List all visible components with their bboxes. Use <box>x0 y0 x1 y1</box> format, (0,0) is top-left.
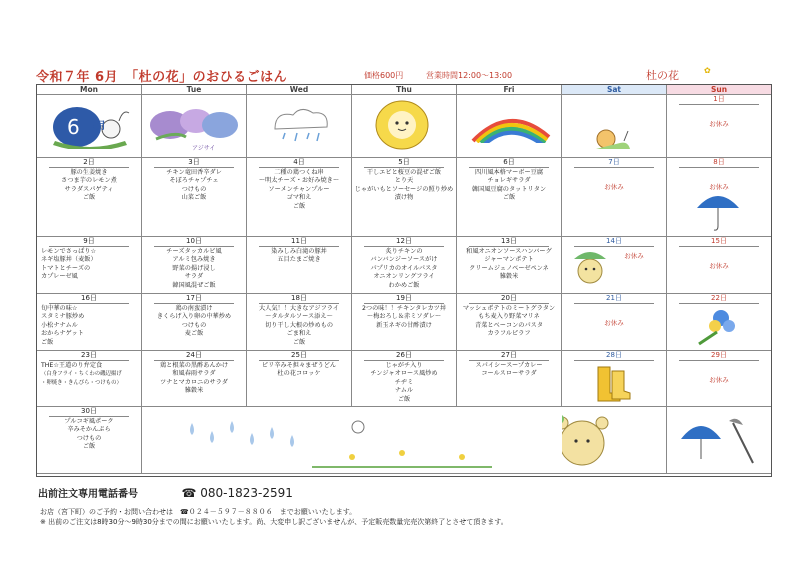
date-label: 26日 <box>364 351 444 361</box>
menu-item: きくらげ入り卵の中華炒め <box>156 313 232 321</box>
day-cell-fri-27 <box>457 351 562 407</box>
svg-text:6: 6 <box>67 115 80 139</box>
menu-items <box>37 417 141 452</box>
phone-number-line <box>181 486 292 500</box>
day-header-wed: Wed <box>247 85 352 95</box>
menu-items <box>247 361 351 379</box>
menu-items <box>352 168 456 203</box>
menu-item: 染みしみ白滝の豚丼 <box>271 248 327 255</box>
menu-items <box>37 361 141 387</box>
day-cell-fri-20 <box>457 294 562 351</box>
menu-item: 和風春雨サラダ <box>172 370 216 378</box>
price-label: 価格600円 <box>364 71 404 80</box>
umbrellas-icon <box>677 413 763 467</box>
day-cell-wed-11 <box>247 237 352 294</box>
menu-item: 旬中華の味☆ <box>41 305 78 312</box>
date-label: 11日 <box>259 237 339 247</box>
menu-item: チーズタッカルビ風 <box>166 248 222 255</box>
menu-item: ソーメンチャンプルー <box>268 185 330 193</box>
menu-item: さつま芋のレモン煮 <box>61 177 117 185</box>
bear-raincoat-icon <box>372 97 432 155</box>
day-cell-wed-18 <box>247 294 352 351</box>
closed-label: お休み <box>604 183 624 191</box>
menu-item: プルコギ風ポーク <box>64 418 114 425</box>
menu-item: ピリ辛みそ担々まぜうどん <box>261 362 337 369</box>
closed-label: お休み <box>624 252 644 260</box>
menu-item: 韓国風豆腐のタットリタン <box>471 185 547 193</box>
day-cell-thu-19 <box>352 294 457 351</box>
menu-calendar <box>36 84 772 477</box>
menu-item: わかめご飯 <box>388 281 420 289</box>
date-label: 5日 <box>364 158 444 168</box>
date-label: 10日 <box>154 237 234 247</box>
day-cell-thu-5 <box>352 158 457 237</box>
menu-item: サラダスパゲティ <box>64 185 114 193</box>
menu-items <box>457 304 561 339</box>
menu-item: 辛みそかんぷら <box>67 426 111 434</box>
menu-item: おからナゲット <box>41 330 84 338</box>
menu-item: 鶏の南蛮漬け <box>175 305 213 312</box>
closed-label: お休み <box>709 120 729 128</box>
menu-item: ご飯 <box>41 338 54 346</box>
menu-items <box>247 168 351 211</box>
menu-items <box>142 304 246 339</box>
hydrangea-label: アジサイ <box>192 145 216 152</box>
art-cell-thu <box>352 95 457 158</box>
art-cell-tue <box>142 95 247 158</box>
phone-number: 080-1823-2591 <box>200 486 293 500</box>
menu-item: カプレーゼ風 <box>41 273 78 281</box>
menu-items <box>142 247 246 290</box>
menu-item: 豚の生姜焼き <box>70 169 108 176</box>
june-label: 6月 <box>89 121 106 132</box>
menu-item: トマトとチーズの <box>41 264 91 272</box>
menu-item: ジャーマンポテト <box>484 256 534 264</box>
art-cell-fri <box>457 95 562 158</box>
day-cell-wed-4 <box>247 158 352 237</box>
day-cell-mon-9 <box>37 237 142 294</box>
menu-item: チキン竜田香辛ダレ <box>166 169 222 176</box>
day-cell-thu-26 <box>352 351 457 407</box>
date-label: 14日 <box>574 237 654 247</box>
menu-item: 雑穀米 <box>499 273 519 281</box>
menu-item: 五目たまご焼き <box>277 256 321 264</box>
menu-item: つけもの <box>181 185 207 193</box>
menu-item: ・卵焼き・きんぴら・つけもの） <box>41 379 122 386</box>
umbrella-icon <box>693 184 743 234</box>
day-cell-mon-30 <box>37 407 142 474</box>
menu-item: 野菜の揚げ浸し <box>172 264 216 272</box>
menu-item: ～明太チーズ・お好み焼き～ <box>258 177 340 185</box>
menu-item: ごま和え <box>286 330 312 338</box>
snail-icon <box>592 127 632 151</box>
art-strip <box>142 407 562 474</box>
menu-item: チョレギサラダ <box>487 177 531 185</box>
menu-item: 鶏と根菜の黒酢あんかけ <box>159 362 229 369</box>
menu-item: ご飯 <box>82 194 96 202</box>
date-label: 22日 <box>679 294 759 304</box>
menu-item: ネギ塩豚丼（麦飯） <box>41 256 97 264</box>
phone-label: 出前注文専用電話番号 <box>38 489 138 500</box>
date-label: 19日 <box>364 294 444 304</box>
rain-boots-icon <box>592 363 632 403</box>
closed-label: お休み <box>709 376 729 384</box>
menu-item: 大人気！！大きなアジフライ <box>258 305 339 312</box>
day-cell-sat-21 <box>562 294 667 351</box>
date-label: 23日 <box>49 351 129 361</box>
menu-item: ご飯 <box>82 443 96 451</box>
date-label: 4日 <box>259 158 339 168</box>
menu-item: 雑穀米 <box>184 387 204 395</box>
menu-item: そぼろチャプチェ <box>169 177 219 185</box>
day-cell-thu-12 <box>352 237 457 294</box>
day-cell-mon-16 <box>37 294 142 351</box>
menu-item: マッシュポテトのミートグラタン <box>462 305 556 312</box>
menu-item: 韓国風混ぜご飯 <box>172 281 216 289</box>
date-label: 7日 <box>574 158 654 168</box>
date-label: 21日 <box>574 294 654 304</box>
art-cell-sat-last <box>562 407 667 474</box>
day-cell-mon-23 <box>37 351 142 407</box>
date-label: 12日 <box>364 237 444 247</box>
date-label: 13日 <box>469 237 549 247</box>
day-cell-tue-24 <box>142 351 247 407</box>
menu-item: 漬け物 <box>394 194 414 202</box>
menu-item: 青菜とベーコンのパスタ <box>474 321 544 329</box>
menu-item: じゃがチ入り <box>385 362 423 369</box>
menu-item: 和風オニオンソースハンバーグ <box>466 248 552 255</box>
date-label: 17日 <box>154 294 234 304</box>
menu-items <box>142 168 246 203</box>
day-cell-sun-22 <box>667 294 771 351</box>
menu-items <box>247 304 351 347</box>
menu-item: ご飯 <box>397 395 411 403</box>
date-label: 16日 <box>49 294 129 304</box>
hours-label: 営業時間12:00～13:00 <box>426 71 513 80</box>
menu-item: バンバンジーソースがけ <box>370 256 438 264</box>
bear-umbrella-icon <box>570 249 610 291</box>
menu-item: THE☆王道のり弁定食 <box>41 362 103 369</box>
menu-item: 四川風本格マーボー豆腐 <box>474 169 544 176</box>
menu-items <box>37 247 141 282</box>
menu-item: レモンでさっぱり☆ <box>41 248 97 255</box>
menu-item: 杜の花コロッケ <box>277 370 321 378</box>
menu-item: ～梅おろし＆赤ミソダレ～ <box>366 313 442 321</box>
menu-items <box>37 168 141 203</box>
menu-item: 麦ご飯 <box>184 330 204 338</box>
menu-item: 新玉ネギの甘酢漬け <box>376 321 432 329</box>
bear-frog-icon <box>562 407 632 473</box>
brand-name: 杜の花 <box>646 69 679 82</box>
hydrangea-icon <box>146 105 244 143</box>
bouquet-icon <box>691 306 741 346</box>
menu-item: 干しエビと桜豆の混ぜご飯 <box>366 169 442 176</box>
day-cell-mon-2 <box>37 158 142 237</box>
sun-icon: ✿ <box>704 66 711 75</box>
closed-label: お休み <box>604 319 624 327</box>
date-label: 3日 <box>154 158 234 168</box>
art-cell-sun-last <box>667 407 771 474</box>
menu-item: ゴマ和え <box>286 194 312 202</box>
menu-item: 2つの味！！チキンタレカツ丼 <box>361 305 447 312</box>
date-label: 30日 <box>49 407 129 417</box>
rain-clouds-icon <box>255 103 345 149</box>
day-cell-wed-25 <box>247 351 352 407</box>
menu-items <box>352 304 456 330</box>
day-cell-sun-29 <box>667 351 771 407</box>
closed-label: お休み <box>709 183 729 191</box>
date-label: 8日 <box>679 158 759 168</box>
menu-item: チヂミ <box>394 378 414 386</box>
date-label: 2日 <box>49 158 129 168</box>
date-label: 28日 <box>574 351 654 361</box>
menu-item: 炙りチキンの <box>385 248 423 255</box>
date-label: 20日 <box>469 294 549 304</box>
menu-items <box>352 247 456 290</box>
menu-item: とり天 <box>394 177 414 185</box>
day-header-mon: Mon <box>37 85 142 95</box>
menu-item: クリームジェノベーゼペンネ <box>469 264 549 272</box>
day-cell-sun-1 <box>667 95 771 158</box>
date-label: 18日 <box>259 294 339 304</box>
date-label: 29日 <box>679 351 759 361</box>
menu-items <box>247 247 351 265</box>
day-cell-sat-28 <box>562 351 667 407</box>
date-label: 1日 <box>679 95 759 105</box>
menu-item: つけもの <box>181 321 207 329</box>
art-cell-sat <box>562 95 667 158</box>
date-label: 25日 <box>259 351 339 361</box>
day-cell-sun-15 <box>667 237 771 294</box>
menu-item: パプリカのオイルパスタ <box>370 264 438 272</box>
day-cell-tue-10 <box>142 237 247 294</box>
day-header-thu: Thu <box>352 85 457 95</box>
menu-items <box>457 168 561 203</box>
day-header-sun: Sun <box>667 85 771 95</box>
menu-item: 切り干し大根の炒めもの <box>264 321 334 329</box>
day-header-sat: Sat <box>562 85 667 95</box>
day-cell-sun-8 <box>667 158 771 237</box>
menu-item: 二種の鶏つくね串 <box>274 169 324 176</box>
menu-item: カラフルピラフ <box>487 330 531 338</box>
menu-item: ご飯 <box>292 338 306 346</box>
reservation-note: お店（宮下町）のご予約・お問い合わせは ☎０２４－５９７－８８０６ までお願いいたします。 <box>40 508 357 516</box>
menu-item: ～タルタルソース添え～ <box>265 313 333 321</box>
day-cell-fri-13 <box>457 237 562 294</box>
date-label: 6日 <box>469 158 549 168</box>
day-cell-tue-3 <box>142 158 247 237</box>
menu-item: もち麦入り野菜マリネ <box>478 313 540 321</box>
day-header-tue: Tue <box>142 85 247 95</box>
menu-items <box>352 361 456 404</box>
menu-item: （白身フライ・ちくわの磯辺揚げ <box>41 371 122 378</box>
menu-item: 小松ナナムル <box>41 321 78 329</box>
menu-item: スタミナ豚炒め <box>41 313 85 321</box>
menu-item: チンジャオロース風炒め <box>370 370 438 378</box>
menu-items <box>142 361 246 396</box>
menu-item: オニオンリングフライ <box>373 273 435 281</box>
day-header-fri: Fri <box>457 85 562 95</box>
menu-item: ナムル <box>394 387 414 395</box>
menu-item: スパイシースープカレー <box>475 362 543 369</box>
menu-items <box>37 304 141 347</box>
menu-item: ツナとマカロニのサラダ <box>160 378 228 386</box>
day-cell-sat-7 <box>562 158 667 237</box>
raindrops-flowers-icon <box>162 413 542 471</box>
date-label: 27日 <box>469 351 549 361</box>
delivery-phone <box>38 485 293 500</box>
delivery-note: ※ 出前のご注文は8時30分～9時30分までの間にお願いいたします。尚、大変申し訳ございませんが、予定販売数量完売次第終了とさせて頂きます。 <box>40 518 508 526</box>
closed-label: お休み <box>709 262 729 270</box>
menu-item: つけもの <box>76 434 102 442</box>
menu-items <box>457 361 561 379</box>
menu-item: ご飯 <box>292 202 306 210</box>
art-cell-mon <box>37 95 142 158</box>
menu-item: コールスローサラダ <box>481 370 537 378</box>
date-label: 24日 <box>154 351 234 361</box>
day-cell-sat-14 <box>562 237 667 294</box>
date-label: 15日 <box>679 237 759 247</box>
menu-item: サラダ <box>184 273 204 281</box>
day-cell-fri-6 <box>457 158 562 237</box>
art-cell-wed <box>247 95 352 158</box>
menu-item: ご飯 <box>502 194 516 202</box>
menu-title: 令和７年 6月 「杜の花」のおひるごはん <box>36 70 288 85</box>
menu-item: じゃがいもとソーセージの照り炒め <box>354 185 454 193</box>
menu-item: 山菜ご飯 <box>181 194 207 202</box>
menu-items <box>457 247 561 282</box>
rainbow-icon <box>465 107 555 143</box>
date-label: 9日 <box>49 237 129 247</box>
day-cell-tue-17 <box>142 294 247 351</box>
menu-item: アルミ包み焼き <box>172 256 216 264</box>
phone-icon: ☎ <box>181 486 197 500</box>
